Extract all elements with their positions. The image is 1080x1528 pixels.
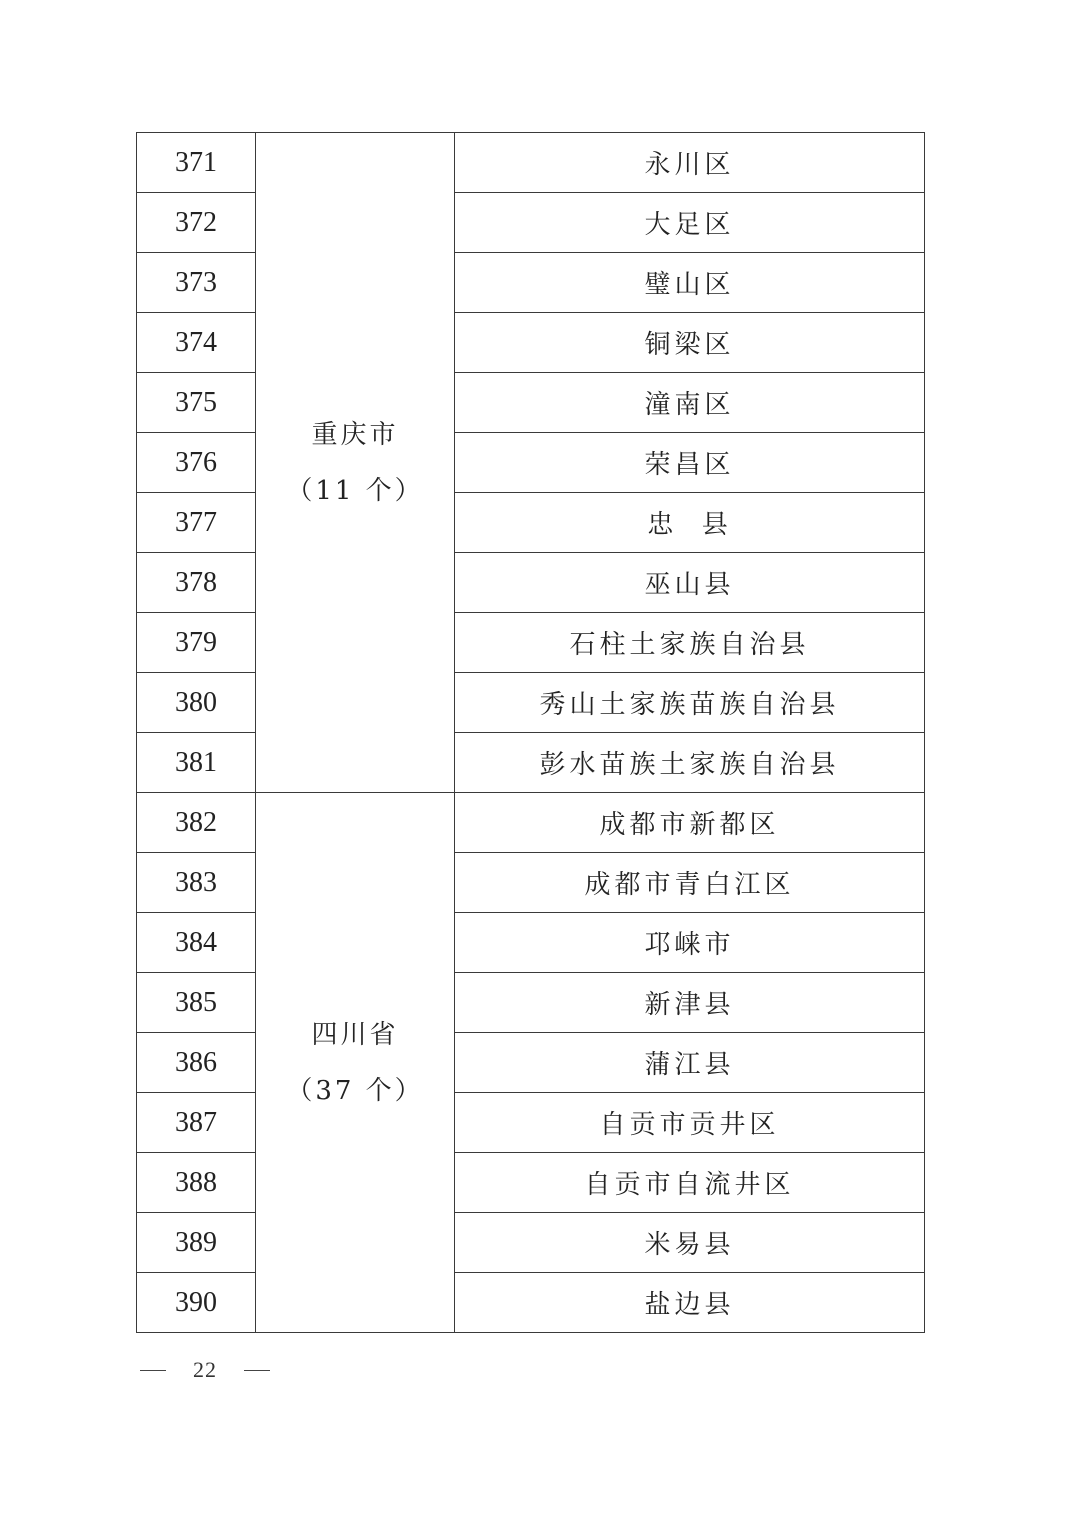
district-name: 璧山区 xyxy=(455,253,925,313)
row-number: 372 xyxy=(137,193,256,253)
district-name: 大足区 xyxy=(455,193,925,253)
district-table-body xyxy=(137,133,925,1333)
table-row xyxy=(137,1273,925,1333)
row-number: 376 xyxy=(137,433,256,493)
table-row xyxy=(137,1153,925,1213)
district-name: 成都市新都区 xyxy=(455,793,925,853)
table-row xyxy=(137,613,925,673)
province-count: （11 个） xyxy=(286,475,424,506)
table-row xyxy=(137,313,925,373)
row-number: 387 xyxy=(137,1093,256,1153)
row-number: 384 xyxy=(137,913,256,973)
province-cell xyxy=(256,133,455,793)
table-row xyxy=(137,193,925,253)
district-name: 潼南区 xyxy=(455,373,925,433)
row-number: 380 xyxy=(137,673,256,733)
district-name: 新津县 xyxy=(455,973,925,1033)
table-row xyxy=(137,493,925,553)
district-name: 巫山县 xyxy=(455,553,925,613)
district-name: 铜梁区 xyxy=(455,313,925,373)
row-number: 371 xyxy=(137,133,256,193)
row-number: 373 xyxy=(137,253,256,313)
row-number: 383 xyxy=(137,853,256,913)
table-row xyxy=(137,673,925,733)
row-number: 390 xyxy=(137,1273,256,1333)
table-row xyxy=(137,793,925,853)
district-name: 忠 县 xyxy=(455,493,925,553)
row-number: 381 xyxy=(137,733,256,793)
row-number: 388 xyxy=(137,1153,256,1213)
table-row xyxy=(137,913,925,973)
district-name: 荣昌区 xyxy=(455,433,925,493)
row-number: 377 xyxy=(137,493,256,553)
table-row xyxy=(137,1213,925,1273)
province-cell xyxy=(256,793,455,1333)
province-count: （37 个） xyxy=(286,1075,424,1106)
footer-dash-left xyxy=(140,1370,166,1371)
table-row xyxy=(137,253,925,313)
row-number: 386 xyxy=(137,1033,256,1093)
table-row xyxy=(137,973,925,1033)
district-name: 蒲江县 xyxy=(455,1033,925,1093)
page-footer xyxy=(140,1352,270,1388)
province-name: 重庆市 xyxy=(311,419,399,450)
table-row xyxy=(137,853,925,913)
district-name: 盐边县 xyxy=(455,1273,925,1333)
page-number: 22 xyxy=(193,1357,217,1382)
row-number: 379 xyxy=(137,613,256,673)
row-number: 382 xyxy=(137,793,256,853)
row-number: 374 xyxy=(137,313,256,373)
row-number: 385 xyxy=(137,973,256,1033)
province-name: 四川省 xyxy=(311,1019,399,1050)
district-name: 石柱土家族自治县 xyxy=(455,613,925,673)
table-row xyxy=(137,733,925,793)
table-row xyxy=(137,1033,925,1093)
district-name: 秀山土家族苗族自治县 xyxy=(455,673,925,733)
row-number: 378 xyxy=(137,553,256,613)
table-row xyxy=(137,373,925,433)
table-row xyxy=(137,1093,925,1153)
district-name: 邛崃市 xyxy=(455,913,925,973)
district-table xyxy=(136,132,925,1333)
district-name: 成都市青白江区 xyxy=(455,853,925,913)
district-name: 自贡市贡井区 xyxy=(455,1093,925,1153)
row-number: 389 xyxy=(137,1213,256,1273)
table-row xyxy=(137,553,925,613)
footer-dash-right xyxy=(244,1370,270,1371)
district-name: 彭水苗族土家族自治县 xyxy=(455,733,925,793)
district-name: 永川区 xyxy=(455,133,925,193)
district-name: 自贡市自流井区 xyxy=(455,1153,925,1213)
table-row xyxy=(137,133,925,193)
row-number: 375 xyxy=(137,373,256,433)
table-row xyxy=(137,433,925,493)
district-name: 米易县 xyxy=(455,1213,925,1273)
